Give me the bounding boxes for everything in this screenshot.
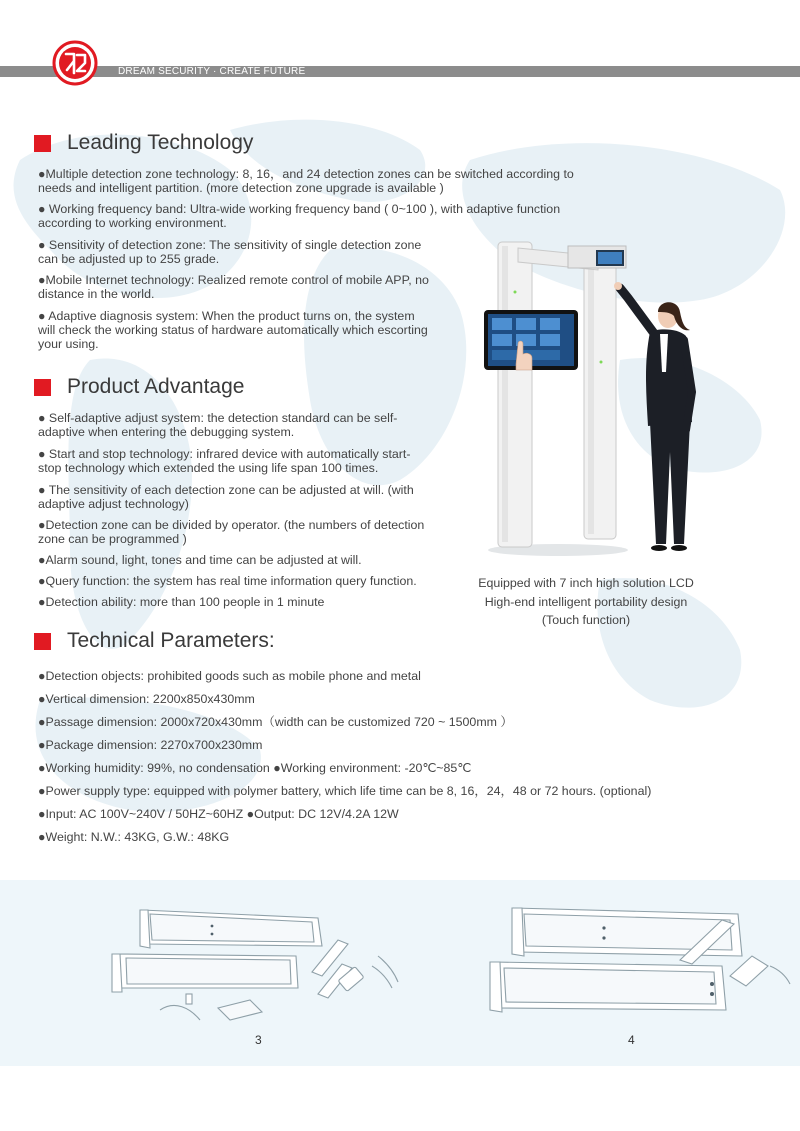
param-row: ●Passage dimension: 2000x720x430mm（width can be customized 720 ~ 1500mm ） — [38, 715, 513, 729]
text-line: ●Mobile Internet technology: Realized remote control of mobile APP, no — [38, 273, 429, 287]
product-illustration — [478, 232, 708, 562]
text-line: ●Multiple detection zone technology: 8, 16，and 24 detection zones can be switched according to — [38, 167, 574, 181]
param-row: ●Input: AC 100V~240V / 50HZ~60HZ ●Output: DC 12V/4.2A 12W — [38, 807, 399, 821]
technical-parameters-title — [34, 629, 275, 653]
illustration-caption-1: Equipped with 7 inch high solution LCD — [478, 576, 694, 590]
touch-screen-tablet — [484, 310, 578, 370]
param-row: ●Package dimension: 2270x700x230mm — [38, 738, 263, 752]
advantage-item — [38, 411, 468, 439]
text-line: zone can be programmed ) — [38, 532, 187, 546]
section-title-text: Product Advantage — [67, 375, 245, 398]
red-square-marker — [34, 633, 51, 650]
text-line: adaptive adjust technology) — [38, 497, 189, 511]
brand-logo-icon — [52, 40, 98, 86]
text-line: your using. — [38, 337, 99, 351]
product-advantage-title — [34, 375, 244, 399]
text-line: needs and intelligent partition. (more detection zone upgrade is available ) — [38, 181, 444, 195]
param-row: ●Detection objects: prohibited goods such as mobile phone and metal — [38, 669, 421, 683]
section-title-text: Leading Technology — [67, 131, 254, 154]
section-title-text: Technical Parameters: — [67, 629, 275, 652]
text-line: ● Sensitivity of detection zone: The sensitivity of single detection zone — [38, 238, 422, 252]
advantage-item — [38, 447, 468, 475]
leading-item — [38, 167, 648, 195]
header-bar — [0, 66, 800, 77]
param-row: ●Power supply type: equipped with polymer battery, which life time can be 8, 16，24，48 or 72 hours. (optional) — [38, 784, 652, 798]
param-row: ●Vertical dimension: 2200x850x430mm — [38, 692, 255, 706]
step4-diagram — [490, 908, 790, 1012]
text-line: distance in the world. — [38, 287, 155, 301]
text-line: ● Working frequency band: Ultra-wide working frequency band ( 0~100 ), with adaptive function — [38, 202, 561, 216]
installation-diagrams — [0, 880, 800, 1066]
text-line: ● Start and stop technology: infrared device with automatically start- — [38, 447, 411, 461]
red-square-marker — [34, 379, 51, 396]
step3-diagram — [112, 910, 398, 1020]
leading-item — [38, 273, 478, 301]
leading-technology-title — [34, 131, 253, 155]
advantage-item: ●Query function: the system has real time information query function. — [38, 574, 417, 588]
text-line: ●Detection zone can be divided by operator. (the numbers of detection — [38, 518, 425, 532]
leading-item — [38, 202, 648, 230]
text-line: adaptive when entering the debugging system. — [38, 425, 295, 439]
advantage-item: ●Alarm sound, light, tones and time can be adjusted at will. — [38, 553, 362, 567]
leading-item — [38, 309, 478, 351]
param-row: ●Weight: N.W.: 43KG, G.W.: 48KG — [38, 830, 230, 844]
text-line: according to working environment. — [38, 216, 227, 230]
installation-steps-band — [0, 880, 800, 1066]
text-line: stop technology which extended the using life span 100 times. — [38, 461, 379, 475]
illustration-caption-3: (Touch function) — [541, 613, 631, 627]
advantage-item: ●Detection ability: more than 100 people in 1 minute — [38, 595, 325, 609]
text-line: will check the working status of hardware automatically which escorting — [38, 323, 428, 337]
step-number-3: 3 — [255, 1033, 262, 1047]
text-line: can be adjusted up to 255 grade. — [38, 252, 220, 266]
woman-figure — [614, 282, 692, 551]
leading-item — [38, 238, 478, 266]
advantage-item — [38, 483, 468, 511]
text-line: ● Self-adaptive adjust system: the detection standard can be self- — [38, 411, 398, 425]
red-square-marker — [34, 135, 51, 152]
text-line: ● Adaptive diagnosis system: When the product turns on, the system — [38, 309, 415, 323]
illustration-caption-2: High-end intelligent portability design — [484, 595, 688, 609]
param-row: ●Working humidity: 99%, no condensation ●Working environment: -20℃~85℃ — [38, 761, 472, 775]
header-slogan: DREAM SECURITY · CREATE FUTURE — [118, 66, 306, 77]
advantage-item — [38, 518, 468, 546]
step-number-4: 4 — [628, 1033, 635, 1047]
text-line: ● The sensitivity of each detection zone can be adjusted at will. (with — [38, 483, 414, 497]
